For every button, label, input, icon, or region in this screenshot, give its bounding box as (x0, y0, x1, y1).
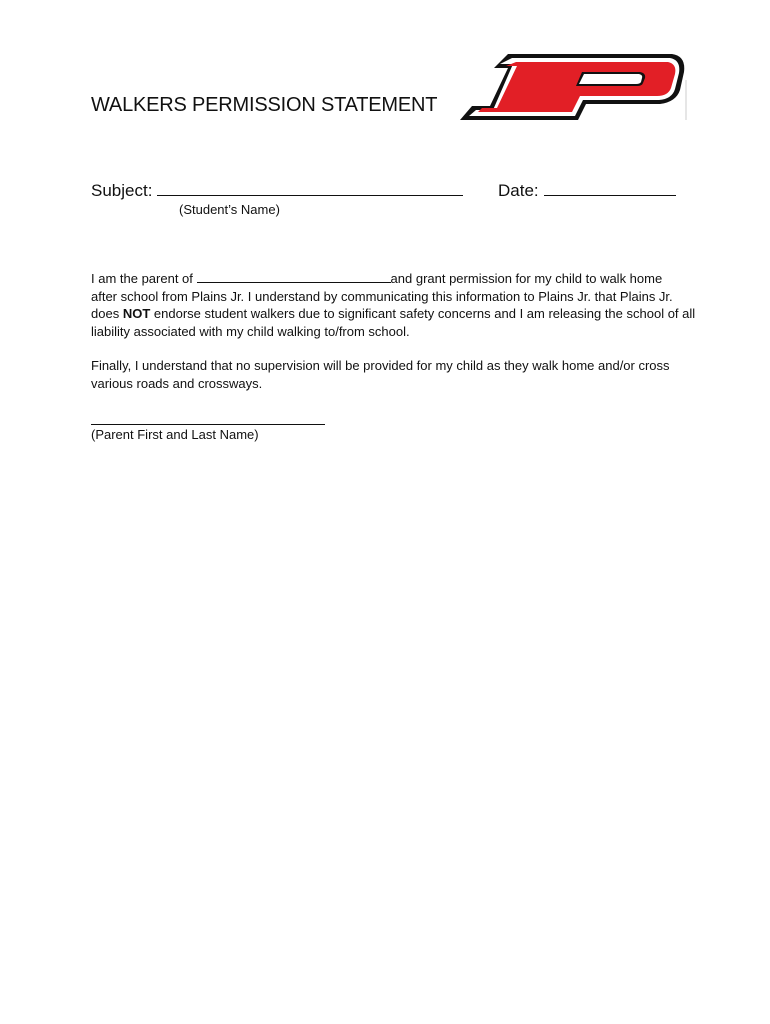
child-name-field[interactable] (197, 271, 391, 283)
date-row (498, 180, 676, 201)
student-name-field[interactable] (157, 180, 463, 196)
parent-name-field[interactable] (91, 424, 325, 425)
paragraph-text: I am the parent of (91, 271, 193, 286)
date-label: Date: (498, 181, 539, 200)
subject-label: Subject: (91, 181, 153, 200)
permission-paragraph (91, 270, 696, 340)
paragraph-line (91, 305, 696, 323)
document-title: WALKERS PERMISSION STATEMENT (91, 94, 438, 116)
paragraph-line: Finally, I understand that no supervision will be provided for my child as they walk home and/or cross (91, 358, 670, 373)
parent-name-caption: (Parent First and Last Name) (91, 427, 259, 442)
paragraph-line: after school from Plains Jr. I understand by communicating this information to Plains Jr. that Plains Jr. (91, 288, 673, 304)
subject-row (91, 180, 463, 201)
paragraph-text: endorse student walkers due to significant safety concerns and I am releasing the school of all (153, 306, 696, 321)
paragraph-line: various roads and crossways. (91, 375, 263, 391)
paragraph-line (91, 270, 691, 288)
student-name-caption: (Student’s Name) (179, 202, 280, 217)
supervision-paragraph (91, 357, 691, 392)
paragraph-text: does (91, 306, 120, 321)
date-field[interactable] (544, 180, 676, 196)
paragraph-text: and grant permission for my child to walk home (390, 271, 663, 286)
paragraph-line: liability associated with my child walking to/from school. (91, 323, 410, 339)
school-p-logo (460, 50, 688, 122)
emphasis-not: NOT (122, 306, 151, 321)
